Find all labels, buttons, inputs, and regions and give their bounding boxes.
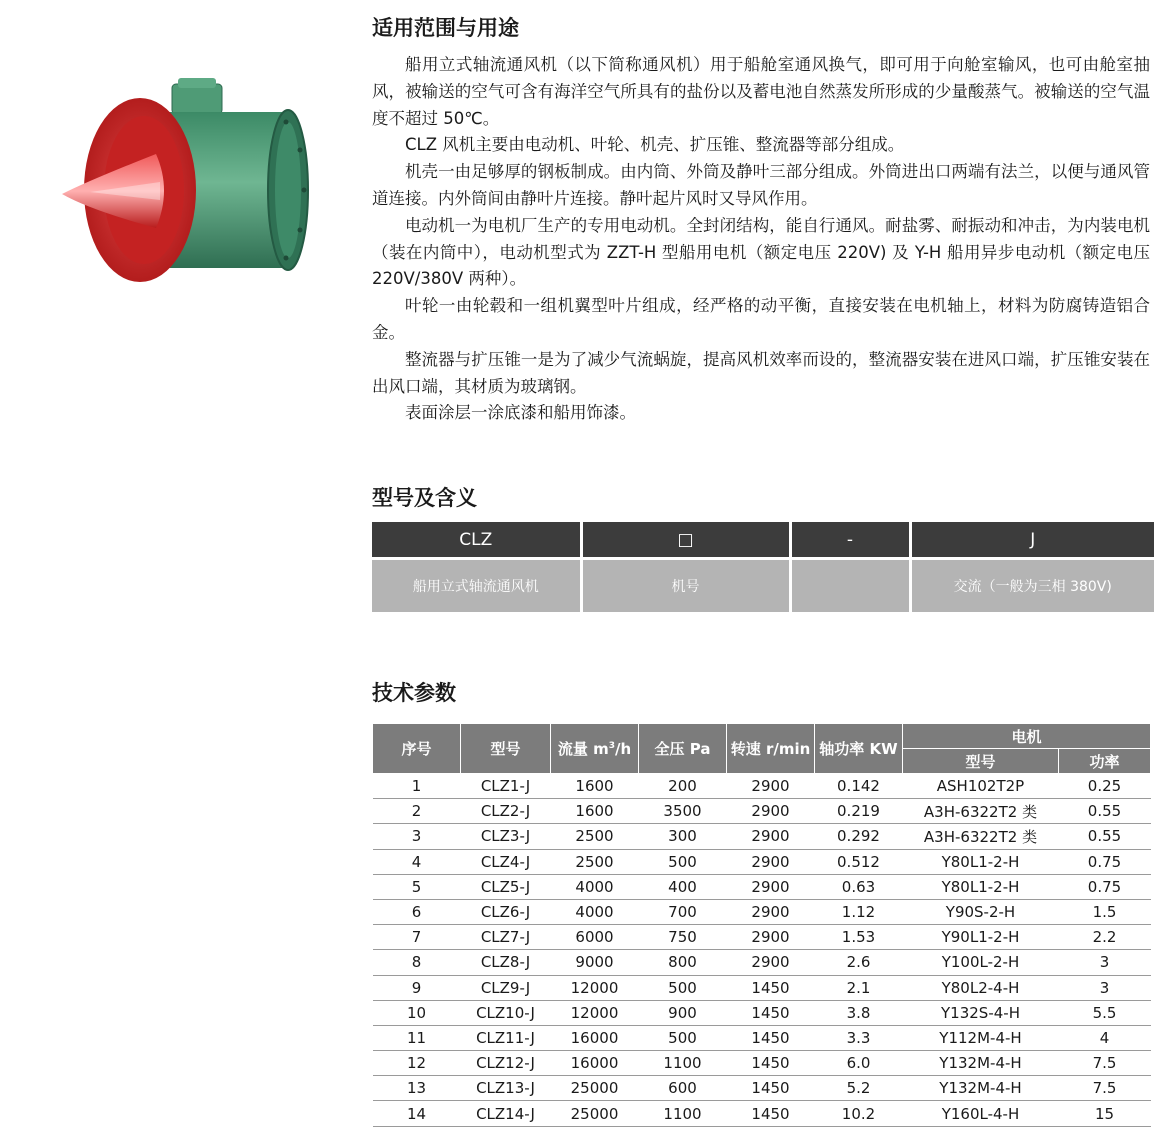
cell-model: CLZ12-J [461,1051,551,1076]
model-title: 型号及含义 [372,486,477,510]
model-code-row [372,522,1154,559]
cell-motor-model: Y132S-4-H [903,1000,1059,1025]
header-no: 序号 [373,724,461,774]
model-meaning-table [372,522,1154,612]
cell-speed: 2900 [727,824,815,849]
table-row [373,1025,1151,1050]
cell-speed: 2900 [727,774,815,799]
cell-no: 5 [373,874,461,899]
cell-shaft-power: 6.0 [815,1051,903,1076]
header-motor-model: 型号 [903,749,1059,774]
cell-model: CLZ7-J [461,925,551,950]
scope-title: 适用范围与用途 [372,16,519,40]
cell-no: 3 [373,824,461,849]
cell-pressure: 1100 [639,1051,727,1076]
header-motor: 电机 [903,724,1151,749]
cell-motor-power: 2.2 [1059,925,1151,950]
params-body [373,774,1151,1127]
cell-model: CLZ3-J [461,824,551,849]
cell-motor-power: 0.55 [1059,824,1151,849]
cell-model: CLZ8-J [461,950,551,975]
cell-pressure: 700 [639,899,727,924]
intro-paragraph: 整流器与扩压锥一是为了减少气流蜗旋，提高风机效率而设的，整流器安装在进风口端，扩压锥安装在出风口端，其材质为玻璃钢。 [372,349,1150,396]
cell-pressure: 750 [639,925,727,950]
cell-speed: 2900 [727,799,815,824]
table-row [373,1101,1151,1126]
cell-flow: 25000 [551,1076,639,1101]
cell-model: CLZ10-J [461,1000,551,1025]
cell-shaft-power: 0.512 [815,849,903,874]
cell-flow: 16000 [551,1025,639,1050]
cell-shaft-power: 3.3 [815,1025,903,1050]
cell-motor-power: 0.55 [1059,799,1151,824]
cell-motor-power: 3 [1059,975,1151,1000]
cell-flow: 2500 [551,849,639,874]
table-row [373,975,1151,1000]
cell-pressure: 3500 [639,799,727,824]
cell-speed: 2900 [727,899,815,924]
cell-motor-power: 4 [1059,1025,1151,1050]
cell-model: CLZ2-J [461,799,551,824]
model-code-cell: - [790,522,910,559]
cell-shaft-power: 5.2 [815,1076,903,1101]
cell-flow: 1600 [551,774,639,799]
intro-paragraph: 机壳一由足够厚的钢板制成。由内筒、外筒及静叶三部分组成。外筒进出口两端有法兰，以便与通风管道连接。内外筒间由静叶片连接。静叶起片风时又导风作用。 [372,162,1150,208]
cell-shaft-power: 0.63 [815,874,903,899]
header-flow-sup: 3 [608,741,615,751]
model-code-cell: J [910,522,1154,559]
cell-speed: 1450 [727,1051,815,1076]
model-meaning-cell: 机号 [581,559,790,613]
cell-pressure: 800 [639,950,727,975]
intro-paragraph: 叶轮一由轮毂和一组机翼型叶片组成，经严格的动平衡，直接安装在电机轴上，材料为防腐铸造铝合金。 [372,296,1150,342]
cell-motor-power: 15 [1059,1101,1151,1126]
table-row [373,874,1151,899]
cell-speed: 2900 [727,874,815,899]
cell-pressure: 900 [639,1000,727,1025]
model-meaning-cell: 交流（一般为三相 380V) [910,559,1154,613]
cell-speed: 2900 [727,849,815,874]
header-flow [551,724,639,774]
cell-no: 7 [373,925,461,950]
cell-no: 13 [373,1076,461,1101]
cell-motor-model: Y100L-2-H [903,950,1059,975]
table-row [373,774,1151,799]
cell-pressure: 500 [639,849,727,874]
cell-shaft-power: 0.292 [815,824,903,849]
cell-no: 6 [373,899,461,924]
model-meaning-cell: 船用立式轴流通风机 [372,559,581,613]
cell-flow: 4000 [551,874,639,899]
table-row [373,849,1151,874]
cell-motor-power: 0.75 [1059,874,1151,899]
cell-speed: 1450 [727,975,815,1000]
cell-model: CLZ4-J [461,849,551,874]
cell-pressure: 1100 [639,1101,727,1126]
cell-flow: 1600 [551,799,639,824]
cell-no: 9 [373,975,461,1000]
cell-speed: 2900 [727,925,815,950]
table-row [373,824,1151,849]
header-speed: 转速 r/min [727,724,815,774]
cell-motor-model: Y80L2-4-H [903,975,1059,1000]
cell-flow: 12000 [551,1000,639,1025]
cell-no: 12 [373,1051,461,1076]
cell-no: 8 [373,950,461,975]
table-row [373,1000,1151,1025]
cell-motor-power: 3 [1059,950,1151,975]
cell-shaft-power: 2.1 [815,975,903,1000]
table-row [373,799,1151,824]
cell-flow: 9000 [551,950,639,975]
cell-motor-power: 0.25 [1059,774,1151,799]
table-row [373,899,1151,924]
cell-model: CLZ13-J [461,1076,551,1101]
model-meaning-cell [790,559,910,613]
cell-no: 10 [373,1000,461,1025]
cell-no: 2 [373,799,461,824]
cell-motor-power: 7.5 [1059,1076,1151,1101]
model-code-cell: □ [581,522,790,559]
params-header-row [373,724,1151,749]
cell-pressure: 400 [639,874,727,899]
intro-paragraph: 电动机一为电机厂生产的专用电动机。全封闭结构，能自行通风。耐盐雾、耐振动和冲击，为内装电机（装在内筒中），电动机型式为 ZZT-H 型船用电机（额定电压 220V) 及 Y-H 船用异步电动机（额定电压 220V/380V 两种）。 [372,215,1150,289]
cell-motor-model: Y90S-2-H [903,899,1059,924]
cell-flow: 12000 [551,975,639,1000]
cell-speed: 1450 [727,1000,815,1025]
cell-model: CLZ14-J [461,1101,551,1126]
cell-model: CLZ1-J [461,774,551,799]
cell-no: 11 [373,1025,461,1050]
table-row [373,1076,1151,1101]
table-row [373,950,1151,975]
cell-motor-power: 5.5 [1059,1000,1151,1025]
cell-pressure: 500 [639,975,727,1000]
cell-speed: 1450 [727,1025,815,1050]
cell-model: CLZ6-J [461,899,551,924]
intro-paragraph: 表面涂层一涂底漆和船用饰漆。 [405,403,636,423]
cell-pressure: 600 [639,1076,727,1101]
header-shaft-power: 轴功率 KW [815,724,903,774]
cell-no: 14 [373,1101,461,1126]
cell-motor-model: Y160L-4-H [903,1101,1059,1126]
cell-shaft-power: 2.6 [815,950,903,975]
cell-shaft-power: 10.2 [815,1101,903,1126]
cell-motor-power: 7.5 [1059,1051,1151,1076]
cell-motor-model: Y80L1-2-H [903,874,1059,899]
cell-motor-model: Y90L1-2-H [903,925,1059,950]
cell-motor-model: A3H-6322T2 类 [903,799,1059,824]
header-flow-unit: /h [614,740,632,758]
cell-flow: 16000 [551,1051,639,1076]
cell-pressure: 500 [639,1025,727,1050]
cell-motor-model: A3H-6322T2 类 [903,824,1059,849]
intro-paragraph: 船用立式轴流通风机（以下简称通风机）用于船舱室通风换气，即可用于向舱室输风，也可由舱室抽风，被输送的空气可含有海洋空气所具有的盐份以及蓄电池自然蒸发所形成的少量酸蒸气。被输送的空气温度不超过 50℃。 [372,55,1150,128]
cell-pressure: 200 [639,774,727,799]
header-motor-power: 功率 [1059,749,1151,774]
header-flow-label: 流量 m [557,740,609,758]
cell-speed: 2900 [727,950,815,975]
cell-motor-power: 1.5 [1059,899,1151,924]
cell-flow: 2500 [551,824,639,849]
params-table [372,723,1151,1127]
table-row [373,925,1151,950]
cell-motor-model: Y80L1-2-H [903,849,1059,874]
cell-pressure: 300 [639,824,727,849]
cell-model: CLZ9-J [461,975,551,1000]
cell-flow: 6000 [551,925,639,950]
cell-shaft-power: 3.8 [815,1000,903,1025]
model-code-cell: CLZ [372,522,581,559]
cell-motor-model: ASH102T2P [903,774,1059,799]
header-model: 型号 [461,724,551,774]
cell-flow: 4000 [551,899,639,924]
table-row [373,1051,1151,1076]
cell-motor-power: 0.75 [1059,849,1151,874]
cell-no: 1 [373,774,461,799]
cell-no: 4 [373,849,461,874]
header-pressure: 全压 Pa [639,724,727,774]
model-meaning-row [372,559,1154,613]
fan-illustration [60,70,310,310]
cell-shaft-power: 1.53 [815,925,903,950]
params-title: 技术参数 [372,681,456,705]
cell-motor-model: Y132M-4-H [903,1076,1059,1101]
intro-text [372,52,1150,427]
cell-shaft-power: 0.219 [815,799,903,824]
cell-shaft-power: 1.12 [815,899,903,924]
cell-model: CLZ11-J [461,1025,551,1050]
cell-flow: 25000 [551,1101,639,1126]
cell-speed: 1450 [727,1076,815,1101]
cell-motor-model: Y112M-4-H [903,1025,1059,1050]
cell-model: CLZ5-J [461,874,551,899]
intro-paragraph: CLZ 风机主要由电动机、叶轮、机壳、扩压锥、整流器等部分组成。 [405,135,905,155]
cell-speed: 1450 [727,1101,815,1126]
cell-motor-model: Y132M-4-H [903,1051,1059,1076]
cell-shaft-power: 0.142 [815,774,903,799]
